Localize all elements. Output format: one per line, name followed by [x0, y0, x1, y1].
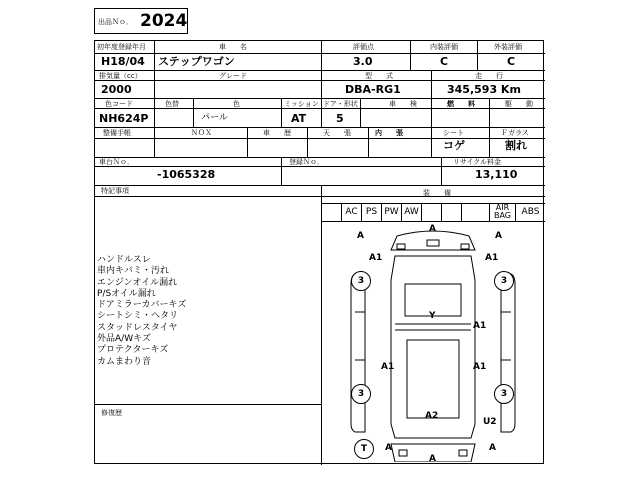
- notes-title: 特記事項: [101, 187, 129, 195]
- lot-number: 2024: [140, 11, 188, 31]
- note-item: ドアミラーカバーキズ: [97, 300, 187, 311]
- color-label: 色: [233, 100, 240, 108]
- lot-number-box: [94, 8, 188, 34]
- interior-score-label: 内装評価: [430, 43, 458, 51]
- car-condition-diagram: [325, 224, 541, 462]
- equipment-aw: AW: [401, 203, 421, 221]
- model-value: ステップワゴン: [158, 55, 235, 68]
- fuel-label: 燃 料: [447, 100, 475, 108]
- equipment-abs: ABS: [515, 203, 545, 221]
- type-value: DBA-RG1: [345, 83, 401, 96]
- grade-label: グレード: [219, 72, 247, 80]
- interior-score-value: C: [440, 55, 449, 68]
- displacement-value: 2000: [101, 83, 132, 96]
- seat-label: シート: [443, 129, 464, 137]
- doors-value: 5: [336, 112, 344, 125]
- mark-right-door-a1: A1: [473, 321, 487, 331]
- mark-rear-a2: A2: [425, 411, 439, 421]
- mark-right-front-a1: A1: [485, 253, 499, 263]
- history-label: 車 歴: [263, 129, 291, 137]
- tire-rear-left: 3: [351, 384, 371, 404]
- equipment-pw: PW: [381, 203, 401, 221]
- lot-number-label: 出品Ｎｏ．: [98, 18, 133, 26]
- color-code-label: 色コード: [105, 100, 133, 108]
- mark-front-a: A: [429, 224, 436, 234]
- note-item: エンジンオイル漏れ: [97, 277, 178, 288]
- mark-front-left-a: A: [357, 231, 364, 241]
- note-item: スタッドレスタイヤ: [97, 322, 178, 333]
- equipment-airbag: AIR BAG: [489, 203, 515, 221]
- drive-label: 駆 動: [505, 100, 533, 108]
- note-item: プロテクターキズ: [97, 345, 169, 356]
- roof-lining-label: 天 張: [323, 129, 351, 137]
- note-item: 車内キバミ・汚れ: [97, 266, 170, 277]
- equipment-blank-2: [441, 203, 461, 221]
- color-change-label: 色替: [165, 100, 179, 108]
- recycle-label: リサイクル料金: [453, 158, 502, 166]
- chassis-value: -1065328: [157, 168, 216, 181]
- exterior-score-value: C: [507, 55, 516, 68]
- repair-history-label: 修復歴: [101, 409, 122, 417]
- mission-value: AT: [291, 112, 307, 125]
- note-item: P/Sオイル漏れ: [97, 288, 156, 299]
- equipment-ac: AC: [341, 203, 361, 221]
- type-label: 型 式: [365, 72, 393, 80]
- score-value: 3.0: [353, 55, 373, 68]
- equipment-blank-3: [461, 203, 489, 221]
- mark-roof-y: Y: [429, 311, 436, 321]
- chassis-label: 車台Ｎｏ．: [99, 158, 134, 166]
- mark-trunk-t: T: [354, 439, 374, 459]
- reg-date-label: 初年度登録年月: [97, 43, 146, 51]
- mark-rear-u2: U2: [483, 417, 497, 427]
- interior-lining-label: 内 張: [375, 129, 403, 137]
- auction-sheet: [94, 40, 544, 464]
- model-label: 車 名: [219, 43, 247, 51]
- displacement-label: 排気量（cc）: [99, 72, 142, 80]
- note-item: カムまわり音: [97, 356, 152, 367]
- notes-list: [97, 255, 186, 368]
- mission-label: ミッション: [284, 100, 319, 108]
- equipment-blank-1: [421, 203, 441, 221]
- score-label: 評価点: [353, 43, 374, 51]
- equipment-ps: PS: [361, 203, 381, 221]
- front-glass-label: Ｆガラス: [501, 129, 529, 137]
- front-glass-value: 割れ: [505, 139, 527, 152]
- nox-label: ＮＯＸ: [191, 129, 212, 137]
- mileage-label: 走 行: [475, 72, 503, 80]
- mark-right-rear-a1: A1: [473, 362, 487, 372]
- tire-front-right: 3: [494, 271, 514, 291]
- color-code-value: NH624P: [99, 112, 149, 125]
- inspection-label: 車 検: [389, 100, 417, 108]
- note-item: ハンドルスレ: [97, 255, 151, 265]
- note-item: 外品A/Wキズ: [97, 334, 151, 345]
- reg-date-value: H18/04: [101, 55, 145, 68]
- note-item: シートシミ・ヘタリ: [97, 311, 179, 322]
- registration-label: 登録Ｎｏ．: [289, 158, 324, 166]
- exterior-score-label: 外装評価: [494, 43, 522, 51]
- recycle-value: 13,110: [475, 168, 518, 181]
- mark-left-front-a1: A1: [369, 253, 383, 263]
- mileage-value: 345,593 Km: [447, 83, 521, 96]
- seat-value: コゲ: [443, 139, 465, 152]
- doors-label: ドア・形状: [323, 100, 358, 108]
- equipment-blank-0: [321, 203, 341, 221]
- mark-rear-left-a: A: [385, 443, 392, 453]
- mark-left-rear-a1: A1: [381, 362, 395, 372]
- tire-rear-right: 3: [494, 384, 514, 404]
- manual-label: 整備手帳: [103, 129, 131, 137]
- color-value: パール: [201, 113, 228, 123]
- mark-rear-bottom-a: A: [429, 454, 436, 464]
- tire-front-left: 3: [351, 271, 371, 291]
- mark-rear-right-a: A: [489, 443, 496, 453]
- equipment-title: 装 備: [423, 189, 451, 197]
- mark-front-right-a: A: [495, 231, 502, 241]
